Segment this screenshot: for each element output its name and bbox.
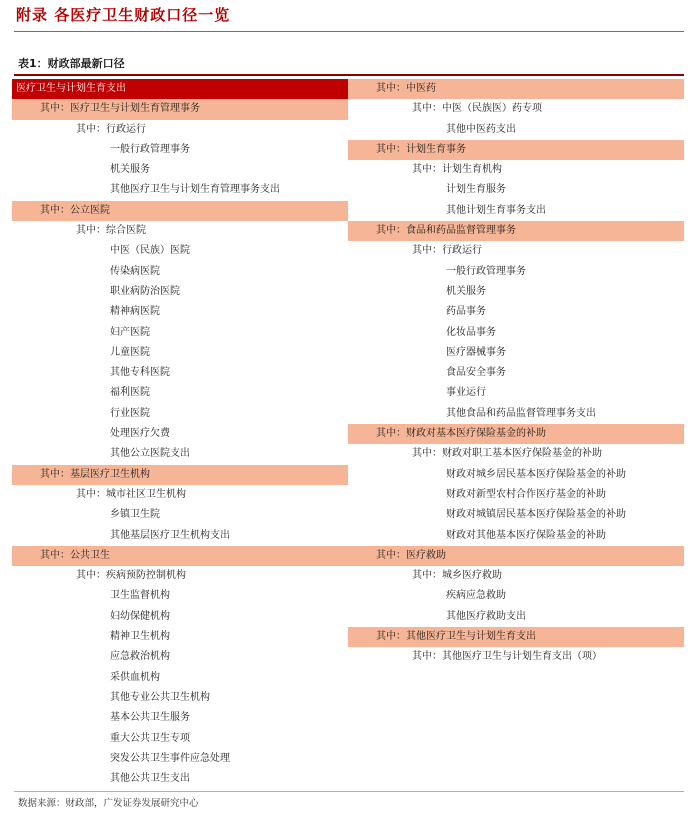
table-row: 一般行政管理事务 <box>446 265 526 277</box>
table-row: 重大公共卫生专项 <box>110 732 190 744</box>
table-row: 医疗器械事务 <box>446 346 506 358</box>
table-row: 其中：公共卫生 <box>12 546 348 566</box>
table-row: 财政对城乡居民基本医疗保险基金的补助 <box>446 468 626 480</box>
table-row: 中医（民族）医院 <box>110 245 190 257</box>
table-row: 其中：计划生育机构 <box>412 164 502 176</box>
table-row: 其中：其他医疗卫生与计划生育支出 <box>348 627 684 647</box>
table-row: 药品事务 <box>446 306 486 318</box>
table-row: 其他专业公共卫生机构 <box>110 691 210 703</box>
table-row: 计划生育服务 <box>446 184 506 196</box>
table-row: 福利医院 <box>110 387 150 399</box>
table-row: 处理医疗欠费 <box>110 428 170 440</box>
table-row: 机关服务 <box>110 164 150 176</box>
table-row: 财政对其他基本医疗保险基金的补助 <box>446 529 606 541</box>
page-title: 附录 各医疗卫生财政口径一览 <box>16 6 231 24</box>
source-note: 数据来源：财政部，广发证券发展研究中心 <box>18 798 199 809</box>
table-row: 其中：城市社区卫生机构 <box>76 488 186 500</box>
table-row: 其中：医疗卫生与计划生育管理事务 <box>12 99 348 119</box>
table-row: 医疗卫生与计划生育支出 <box>12 79 348 99</box>
table-row: 其他食品和药品监督管理事务支出 <box>446 407 596 419</box>
table-row: 应急救治机构 <box>110 651 170 663</box>
table-row: 乡镇卫生院 <box>110 509 160 521</box>
table-row: 突发公共卫生事件应急处理 <box>110 752 230 764</box>
table-caption: 表1：财政部最新口径 <box>18 57 125 70</box>
table-row: 事业运行 <box>446 387 486 399</box>
table-row: 食品安全事务 <box>446 367 506 379</box>
right-column <box>348 79 684 668</box>
table-row: 其他公共卫生支出 <box>110 773 190 785</box>
table-row: 其他中医药支出 <box>446 123 516 135</box>
caption-divider <box>14 74 684 76</box>
table-row: 精神卫生机构 <box>110 631 170 643</box>
table-row: 疾病应急救助 <box>446 590 506 602</box>
table-row: 其他公立医院支出 <box>110 448 190 460</box>
table-row: 其中：医疗救助 <box>348 546 684 566</box>
table-row: 其中：财政对基本医疗保险基金的补助 <box>348 424 684 444</box>
table-row: 妇产医院 <box>110 326 150 338</box>
table-row: 其中：食品和药品监督管理事务 <box>348 221 684 241</box>
bottom-divider <box>14 791 684 792</box>
table-row: 财政对新型农村合作医疗基金的补助 <box>446 488 606 500</box>
title-divider <box>14 31 684 32</box>
table-row: 妇幼保健机构 <box>110 610 170 622</box>
table-row: 职业病防治医院 <box>110 285 180 297</box>
table-row: 化妆品事务 <box>446 326 496 338</box>
table-row: 其中：公立医院 <box>12 201 348 221</box>
table-row: 其中：财政对职工基本医疗保险基金的补助 <box>412 448 602 460</box>
table-row: 其他医疗卫生与计划生育管理事务支出 <box>110 184 280 196</box>
table-row: 其中：疾病预防控制机构 <box>76 570 186 582</box>
table-row: 其中：基层医疗卫生机构 <box>12 465 348 485</box>
table-row: 精神病医院 <box>110 306 160 318</box>
table-row: 机关服务 <box>446 285 486 297</box>
table-row: 其中：中医（民族医）药专项 <box>412 103 542 115</box>
table-row: 其中：计划生育事务 <box>348 140 684 160</box>
table-row: 卫生监督机构 <box>110 590 170 602</box>
table-row: 其中：行政运行 <box>412 245 482 257</box>
table-row: 传染病医院 <box>110 265 160 277</box>
table-row: 其他基层医疗卫生机构支出 <box>110 529 230 541</box>
table-row: 其中：综合医院 <box>76 225 146 237</box>
table-row: 财政对城镇居民基本医疗保险基金的补助 <box>446 509 626 521</box>
table-row: 其他医疗救助支出 <box>446 610 526 622</box>
table-row: 行业医院 <box>110 407 150 419</box>
table-row: 其中：中医药 <box>348 79 684 99</box>
table-row: 儿童医院 <box>110 346 150 358</box>
table-row: 一般行政管理事务 <box>110 143 190 155</box>
left-column <box>12 79 348 789</box>
table-row: 其他计划生育事务支出 <box>446 204 546 216</box>
table-row: 其他专科医院 <box>110 367 170 379</box>
table-row: 其中：城乡医疗救助 <box>412 570 502 582</box>
table-row: 其中：行政运行 <box>76 123 146 135</box>
table-row: 基本公共卫生服务 <box>110 712 190 724</box>
table-row: 其中：其他医疗卫生与计划生育支出（项） <box>412 651 602 663</box>
table-row: 采供血机构 <box>110 671 160 683</box>
